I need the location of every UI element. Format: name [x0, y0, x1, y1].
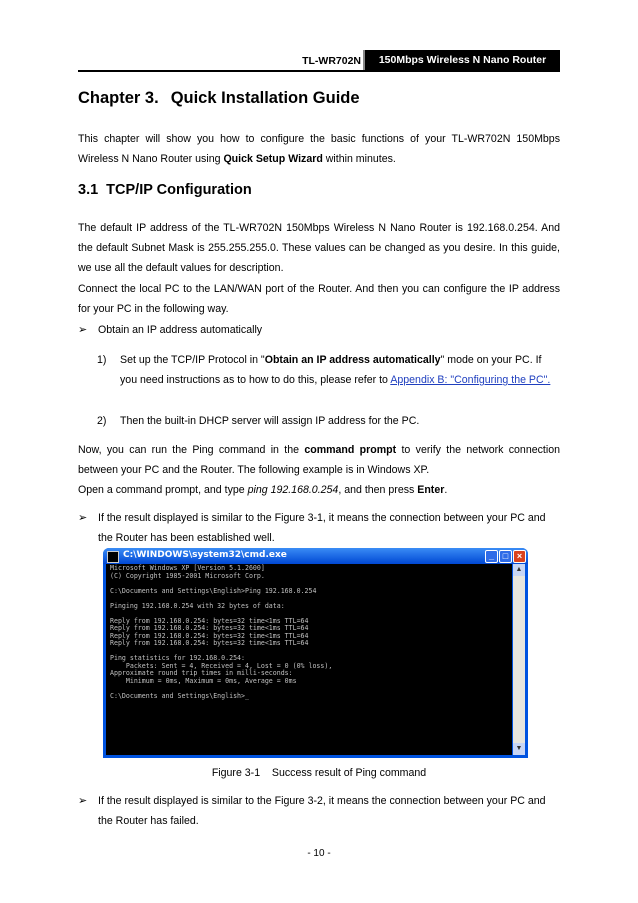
cmd-line: Reply from 192.168.0.254: bytes=32 time<1ms TTL=64: [110, 631, 309, 640]
paragraph-open-prompt: [78, 480, 560, 500]
header-product: 150Mbps Wireless N Nano Router: [363, 50, 560, 70]
paragraph-default-ip: The default IP address of the TL-WR702N 150Mbps Wireless N Nano Router is 192.168.0.254. And the default Subnet Mask is 255.255.255.0. These values can be changed as you desire. In this guide, we use all the default values for description.: [78, 222, 560, 274]
cmd-line: Minimum = 0ms, Maximum = 0ms, Average = 0ms: [110, 676, 297, 685]
cmd-output: [110, 565, 332, 700]
bullet-text: If the result displayed is similar to the Figure 3-2, it means the connection between your PC and the Router has failed.: [98, 795, 546, 827]
list-item-text: [120, 350, 560, 390]
cmd-scrollbar: [513, 564, 525, 755]
p5-text-b: , and then press: [338, 484, 418, 496]
chapter-number: Chapter 3.: [78, 89, 159, 107]
intro-bold: Quick Setup Wizard: [223, 153, 323, 165]
p5-bold: Enter: [417, 484, 445, 496]
cmd-line: Packets: Sent = 4, Received = 4, Lost = 0 (0% loss),: [110, 661, 333, 670]
section-name: TCP/IP Configuration: [106, 182, 252, 198]
close-icon: ×: [513, 550, 526, 563]
item1-text-a: Set up the TCP/IP Protocol in ": [120, 354, 265, 366]
p4-text-a: Now, you can run the Ping command in the: [78, 444, 305, 456]
appendix-b-link[interactable]: Appendix B: "Configuring the PC".: [390, 374, 551, 386]
chapter-title: [78, 89, 360, 108]
cmd-title-bar: [103, 548, 528, 564]
page-number: - 10 -: [307, 848, 331, 859]
maximize-icon: □: [499, 550, 512, 563]
p5-text-c: .: [444, 484, 448, 496]
bullet-icon: ➢: [78, 512, 88, 524]
paragraph-connect: Connect the local PC to the LAN/WAN port of the Router. And then you can configure the IP address for your PC in the following way.: [78, 283, 560, 315]
bullet-text: Obtain an IP address automatically: [98, 324, 263, 336]
figure-label: Figure 3-1: [211, 767, 261, 779]
cmd-line: Microsoft Windows XP [Version 5.1.2600]: [110, 564, 265, 572]
item1-bold: Obtain an IP address automatically: [264, 354, 441, 366]
section-title: [78, 182, 252, 198]
cmd-line: Reply from 192.168.0.254: bytes=32 time<1ms TTL=64: [110, 616, 309, 625]
cmd-console: [106, 564, 512, 755]
cmd-title: C:\WINDOWS\system32\cmd.exe: [123, 550, 287, 560]
figure-caption-text: Success result of Ping command: [271, 767, 427, 779]
page-header: [78, 50, 560, 71]
cmd-line: Reply from 192.168.0.254: bytes=32 time<1ms TTL=64: [110, 639, 309, 647]
p4-bold: command prompt: [304, 444, 397, 456]
header-model: TL-WR702N: [302, 55, 361, 67]
cmd-line: C:\Documents and Settings\English>_: [110, 691, 249, 700]
intro-text: This chapter will show you how to configure the basic functions of your TL-WR702N 150Mbps Wireless N Nano Router using: [78, 133, 560, 165]
cmd-window-screenshot: [103, 548, 528, 758]
list-item-number: 2): [97, 415, 107, 427]
cmd-line: (C) Copyright 1985-2001 Microsoft Corp.: [110, 571, 265, 580]
p5-text-a: Open a command prompt, and type: [78, 484, 248, 496]
cmd-line: Pinging 192.168.0.254 with 32 bytes of data:: [110, 601, 285, 610]
cmd-line: Reply from 192.168.0.254: bytes=32 time<1ms TTL=64: [110, 624, 309, 632]
section-number: 3.1: [78, 182, 99, 198]
cmd-line: Ping statistics for 192.168.0.254:: [110, 654, 245, 662]
header-rule: [78, 70, 560, 72]
cmd-line: Approximate round trip times in milli-seconds:: [110, 669, 293, 677]
p5-italic: ping 192.168.0.254: [247, 484, 339, 496]
chapter-name: Quick Installation Guide: [170, 89, 360, 107]
figure-caption: [0, 767, 638, 779]
item1-text-b: " mode on your PC. If you need instructions as to how to do this, please refer to: [120, 354, 542, 386]
bullet-text: If the result displayed is similar to the Figure 3-1, it means the connection between your PC and the Router has been established well.: [98, 512, 546, 544]
intro-paragraph: [78, 129, 560, 169]
list-item-text: Then the built-in DHCP server will assign IP address for the PC.: [120, 415, 420, 427]
cmd-app-icon: [107, 551, 119, 563]
minimize-icon: _: [485, 550, 498, 563]
p4-text-b: to verify the network connection between your PC and the Router. The following example is in Windows XP.: [78, 444, 560, 476]
bullet-icon: ➢: [78, 795, 88, 807]
bullet-icon: ➢: [78, 324, 88, 336]
scroll-up-icon: ▲: [513, 564, 525, 576]
cmd-line: C:\Documents and Settings\English>Ping 192.168.0.254: [110, 586, 317, 595]
scroll-down-icon: ▼: [513, 743, 525, 755]
intro-text-end: within minutes.: [322, 153, 396, 165]
paragraph-ping: [78, 440, 560, 480]
list-item-number: 1): [97, 354, 107, 366]
